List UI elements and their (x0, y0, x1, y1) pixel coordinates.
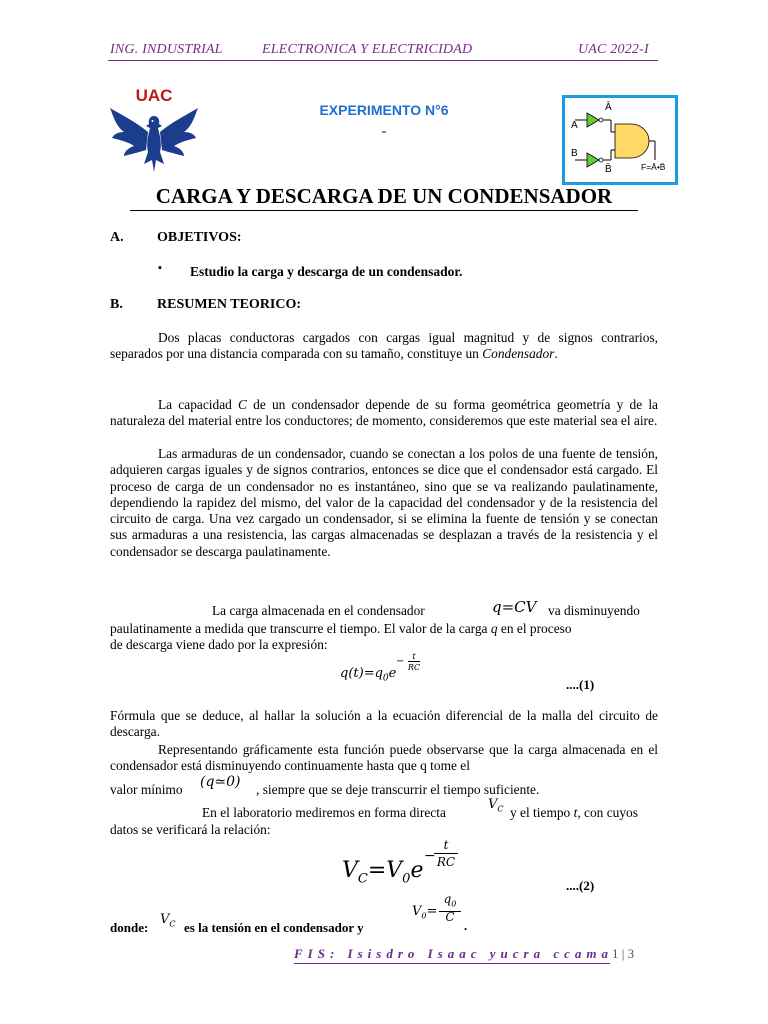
paragraph-6-b: , siempre que se deje transcurrir el tiempo suficiente. (256, 782, 540, 797)
eq1-lhs: q(t)=q (340, 666, 383, 681)
donde-vc (160, 912, 176, 929)
donde-vc-sub: C (169, 919, 176, 929)
condensador-term: Condensador (482, 346, 555, 362)
donde-label: donde: (110, 920, 149, 935)
bullet-icon: ▪ (158, 262, 162, 274)
paragraph-7-b-text: y el tiempo (510, 805, 574, 820)
header-divider (108, 60, 658, 61)
vc-v: V (488, 797, 498, 812)
donde-num-sub: 0 (451, 899, 457, 909)
footer-underline (294, 963, 610, 964)
header-center: ELECTRONICA Y ELECTRICIDAD (262, 42, 473, 57)
eq1-label: ....(1) (566, 677, 595, 692)
paragraph-4-b: va disminuyendo (548, 603, 640, 618)
paragraph-2 (110, 397, 658, 430)
experiment-dash: - (381, 124, 387, 139)
donde-v0-sub: 0 (421, 911, 427, 921)
gate-label-b: B (571, 148, 578, 159)
paragraph-2-b: de un condensador depende de su forma geométrica geometría y de la naturaleza del material entre los conductores; de momento, consideremos que este material sea el aire. (110, 397, 658, 429)
equation-1 (340, 666, 396, 684)
donde-v0-v: V (412, 904, 422, 919)
section-a-letter: A. (110, 230, 124, 245)
paragraph-4-line2a: paulatinamente a medida que transcurre el tiempo. El valor de la carga (110, 621, 491, 636)
experiment-title: EXPERIMENTO N°6 (319, 102, 449, 118)
section-a-heading: OBJETIVOS: (157, 230, 242, 245)
eq1-exp-num: t (408, 652, 420, 662)
gate-label-a-bar: Ā (605, 102, 612, 113)
time-symbol: t (573, 805, 578, 820)
header-left: ING. INDUSTRIAL (110, 42, 223, 57)
paragraph-2-a: La capacidad (158, 397, 239, 412)
paragraph-7-a: En el laboratorio mediremos en forma directa (202, 805, 446, 820)
uac-logo-text: UAC (135, 86, 173, 105)
paragraph-5: Fórmula que se deduce, al hallar la solución a la ecuación diferencial de la malla del circuito de descarga. (110, 708, 658, 740)
section-b-letter: B. (110, 297, 123, 312)
paragraph-1-end: . (554, 346, 558, 362)
eq2-exp-den: RC (436, 855, 456, 869)
document-title: CARGA Y DESCARGA DE UN CONDENSADOR (155, 184, 613, 208)
charge-symbol: q (490, 621, 498, 636)
vc-sub: C (497, 804, 504, 814)
objective-item: Estudio la carga y descarga de un condensador. (190, 264, 463, 279)
donde-den: C (445, 910, 455, 924)
eq1-exp-den: RC (407, 663, 421, 672)
donde-v0 (412, 904, 437, 921)
paragraph-4-line3: de descarga viene dado por la expresión: (110, 637, 328, 652)
eq2-base: e (410, 858, 424, 883)
paragraph-7-c: , con cuyos (577, 805, 638, 820)
paragraph-1 (110, 330, 658, 363)
donde-end: . (464, 918, 468, 933)
equation-q-min: (q≃0) (200, 774, 241, 790)
donde-num-q: q (443, 892, 452, 906)
donde-vc-v: V (160, 912, 170, 927)
paragraph-4-line2b: en el proceso (497, 621, 572, 636)
paragraph-4-a: La carga almacenada en el condensador (212, 603, 425, 618)
gate-output-label: F=Ā•B̄ (641, 162, 666, 172)
header-right: UAC 2022-I (578, 42, 649, 57)
equation-q-cv: q=CV (492, 598, 537, 616)
eq2-minus: − (424, 848, 436, 864)
paragraph-4-line2 (110, 621, 658, 637)
donde-text: es la tensión en el condensador y (184, 920, 364, 935)
equation-2 (342, 858, 423, 886)
paragraph-1-text: Dos placas conductoras cargados con cargas igual magnitud y de signos contrarios, separados por una distancia comparada con su tamaño, constituye un (110, 330, 658, 362)
paragraph-3: Las armaduras de un condensador, cuando se conectan a los polos de una fuente de tensión, adquieren cargas iguales y de signos contrarios, entonces se dice que el condensador está cargado. El proceso de carga de un condensador no es instantáneo, sino que se va realizando paulatinamente, dependiendo la rapidez del mismo, del valor de la capacidad del condensador y de la resistencia del circuito de carga. Una vez cargado un condensador, si se elimina la fuente de tensión y se conectan sus armaduras a una resistencia, las cargas almacenadas se desplazan a través de la resistencia y el condensador se descarga paulatinamente. (110, 446, 658, 559)
eq1-sub: 0 (382, 673, 389, 684)
gate-label-b-bar: B̄ (605, 164, 612, 175)
section-b-heading: RESUMEN TEORICO: (157, 297, 302, 312)
eq2-v0: V (386, 858, 403, 883)
footer-author: FIS: Isisdro Isaac yucra ccama (294, 946, 614, 961)
eq2-v: V (342, 858, 358, 883)
title-underline (130, 210, 638, 211)
logic-gate-diagram (562, 95, 678, 185)
paragraph-6: Representando gráficamente esta función puede observarse que la carga almacenada en el condensador está disminuyendo continuamente hasta que q tome el (110, 742, 658, 774)
paragraph-7-b (510, 805, 638, 821)
donde-eq: = (426, 904, 438, 919)
eq2-label: ....(2) (566, 878, 595, 893)
gate-label-a: A (571, 120, 578, 131)
eq2-sub-c: C (357, 871, 368, 887)
eq2-exp-num: t (434, 838, 458, 854)
eq1-minus: − (396, 656, 405, 667)
paragraph-7-line2: datos se verificará la relación: (110, 822, 271, 837)
capacity-symbol: C (238, 397, 247, 412)
vc-symbol (488, 797, 504, 814)
paragraph-6-a: valor mínimo (110, 782, 183, 797)
page-number: 1 | 3 (612, 946, 635, 961)
eq2-sub-0: 0 (402, 871, 411, 887)
eq1-base: e (388, 666, 397, 681)
eq2-eq: = (367, 858, 387, 883)
